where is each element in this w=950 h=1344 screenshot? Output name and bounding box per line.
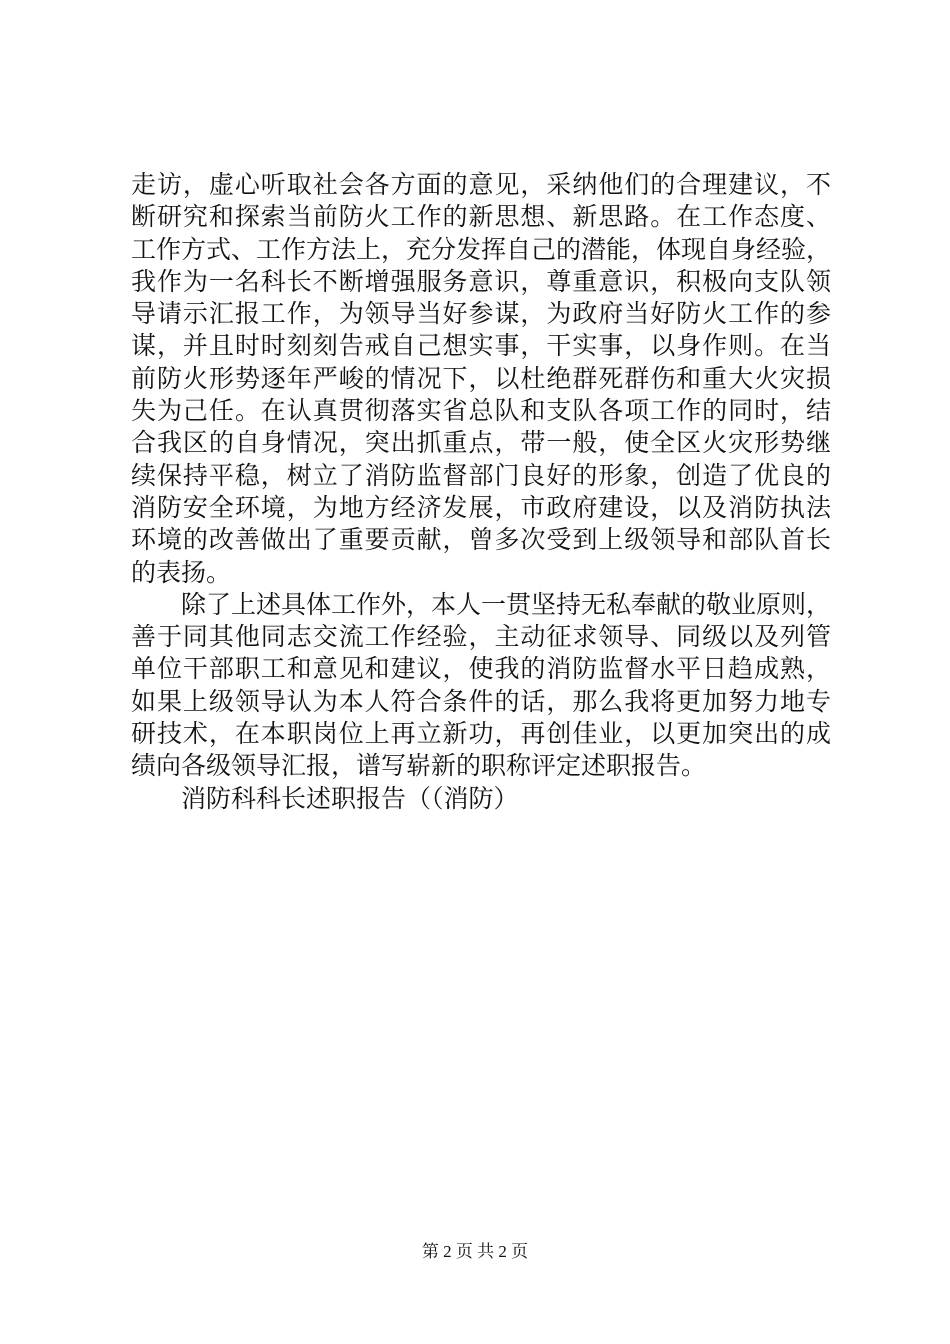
paragraph-2-line-3: 单位干部职工和意见和建议，使我的消防监督水平日趋成熟，	[131, 654, 831, 684]
paragraph-1-line-9: 合我区的自身情况，突出抓重点，带一般，使全区火灾形势继	[131, 428, 831, 458]
paragraph-1-line-3: 工作方式、工作方法上，充分发挥自己的潜能，体现自身经验，	[131, 234, 832, 264]
document-body	[131, 169, 831, 815]
page-number-footer: 第 2 页 共 2 页	[421, 1242, 529, 1261]
paragraph-1-line-6: 谋，并且时时刻刻告戒自己想实事，干实事，以身作则。在当	[131, 331, 831, 361]
paragraph-1-line-13: 的表扬。	[131, 557, 232, 587]
paragraph-2-line-2: 善于同其他同志交流工作经验，主动征求领导、同级以及列管	[131, 622, 831, 652]
paragraph-1-line-1: 走访，虚心听取社会各方面的意见，采纳他们的合理建议，不	[131, 170, 831, 199]
paragraph-2-line-4: 如果上级领导认为本人符合条件的话，那么我将更加努力地专	[131, 686, 831, 716]
paragraph-2-line-5: 研技术，在本职岗位上再立新功，再创佳业，以更加突出的成	[131, 719, 831, 749]
paragraph-1-line-12: 环境的改善做出了重要贡献，曾多次受到上级领导和部队首长	[131, 525, 831, 555]
paragraph-1-line-8: 失为己任。在认真贯彻落实省总队和支队各项工作的同时，结	[131, 396, 831, 426]
paragraph-1-line-7: 前防火形势逐年严峻的情况下，以杜绝群死群伤和重大火灾损	[131, 363, 831, 393]
paragraph-2-line-1: 除了上述具体工作外，本人一贯坚持无私奉献的敬业原则，	[181, 589, 832, 619]
report-title-line: 消防科科长述职报告（（消防）	[181, 783, 519, 813]
paragraph-1-line-4: 我作为一名科长不断增强服务意识，尊重意识，积极向支队领	[131, 266, 831, 296]
paragraph-1-line-11: 消防安全环境，为地方经济发展，市政府建设，以及消防执法	[131, 492, 831, 522]
paragraph-2-line-6: 绩向各级领导汇报，谱写崭新的职称评定述职报告。	[131, 751, 707, 781]
paragraph-1-line-2: 断研究和探索当前防火工作的新思想、新思路。在工作态度、	[131, 202, 831, 232]
paragraph-1-line-10: 续保持平稳，树立了消防监督部门良好的形象，创造了优良的	[131, 460, 831, 490]
paragraph-1-line-5: 导请示汇报工作，为领导当好参谋，为政府当好防火工作的参	[131, 299, 831, 329]
